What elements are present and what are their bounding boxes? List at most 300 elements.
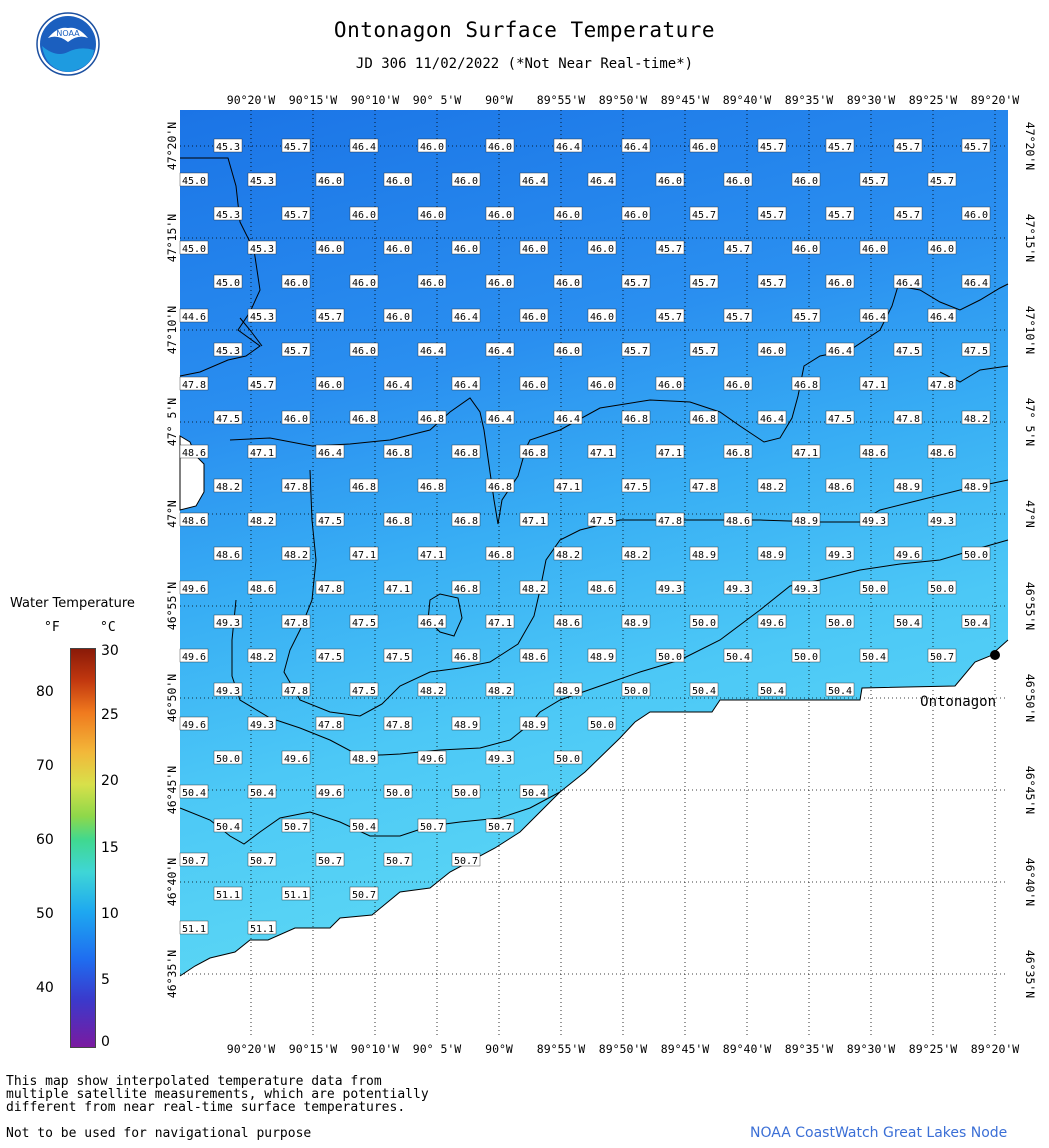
svg-text:47.5: 47.5 — [963, 346, 989, 357]
svg-text:46.0: 46.0 — [521, 312, 547, 323]
temperature-value — [486, 751, 514, 765]
temperature-value — [690, 615, 718, 629]
svg-text:48.6: 48.6 — [725, 516, 751, 527]
temperature-value — [282, 207, 310, 221]
temperature-value — [758, 615, 786, 629]
svg-text:46.0: 46.0 — [589, 244, 615, 255]
svg-text:47.8: 47.8 — [929, 380, 955, 391]
svg-text:45.3: 45.3 — [215, 346, 241, 357]
temperature-value — [282, 887, 310, 901]
map-subtitle: JD 306 11/02/2022 (*Not Near Real-time*) — [355, 56, 694, 72]
longitude-label: 90°15'W — [288, 1042, 338, 1056]
temperature-value — [690, 547, 718, 561]
temperature-value — [928, 309, 956, 323]
temperature-value — [214, 683, 242, 697]
temperature-value — [962, 411, 990, 425]
svg-text:46.0: 46.0 — [317, 380, 343, 391]
svg-text:50.0: 50.0 — [215, 754, 241, 765]
latitude-label: 46°45'N — [165, 765, 179, 815]
temperature-value — [486, 547, 514, 561]
svg-text:46.0: 46.0 — [623, 210, 649, 221]
temperature-value — [962, 615, 990, 629]
temperature-value — [214, 139, 242, 153]
temperature-value — [384, 513, 412, 527]
temperature-value — [418, 683, 446, 697]
svg-text:48.6: 48.6 — [181, 516, 207, 527]
svg-text:49.3: 49.3 — [793, 584, 819, 595]
temperature-value — [894, 343, 922, 357]
temperature-value — [282, 615, 310, 629]
temperature-value — [554, 751, 582, 765]
temperature-value — [248, 853, 276, 867]
temperature-value — [622, 615, 650, 629]
svg-text:48.2: 48.2 — [623, 550, 649, 561]
svg-text:48.6: 48.6 — [249, 584, 275, 595]
svg-text:47.1: 47.1 — [521, 516, 547, 527]
svg-text:48.9: 48.9 — [351, 754, 377, 765]
svg-text:49.6: 49.6 — [283, 754, 309, 765]
legend-c-tick: 25 — [101, 707, 119, 723]
temperature-value — [350, 139, 378, 153]
temperature-value — [826, 275, 854, 289]
temperature-value — [792, 309, 820, 323]
temperature-value — [588, 377, 616, 391]
legend-c-tick: 5 — [101, 972, 110, 988]
temperature-value — [554, 207, 582, 221]
svg-text:46.4: 46.4 — [317, 448, 343, 459]
temperature-value — [486, 411, 514, 425]
svg-text:47.8: 47.8 — [385, 720, 411, 731]
svg-text:46.0: 46.0 — [453, 244, 479, 255]
temperature-value — [316, 241, 344, 255]
temperature-value — [316, 309, 344, 323]
temperature-value — [520, 241, 548, 255]
temperature-value — [180, 309, 208, 323]
svg-text:46.8: 46.8 — [487, 550, 513, 561]
temperature-value — [316, 785, 344, 799]
svg-text:50.4: 50.4 — [963, 618, 989, 629]
svg-text:46.0: 46.0 — [963, 210, 989, 221]
svg-text:47.5: 47.5 — [317, 516, 343, 527]
temperature-value — [656, 377, 684, 391]
svg-text:49.3: 49.3 — [657, 584, 683, 595]
svg-text:46.0: 46.0 — [759, 346, 785, 357]
latitude-label: 46°50'N — [1023, 673, 1037, 723]
svg-text:50.7: 50.7 — [317, 856, 343, 867]
svg-text:45.7: 45.7 — [283, 142, 309, 153]
temperature-value — [826, 479, 854, 493]
temperature-value — [418, 547, 446, 561]
temperature-colorbar — [70, 648, 96, 1048]
svg-text:48.2: 48.2 — [963, 414, 989, 425]
temperature-value — [928, 445, 956, 459]
temperature-value — [656, 309, 684, 323]
svg-text:48.2: 48.2 — [249, 516, 275, 527]
temperature-value — [520, 173, 548, 187]
temperature-value — [826, 615, 854, 629]
temperature-value — [622, 683, 650, 697]
svg-text:46.4: 46.4 — [555, 142, 581, 153]
svg-text:50.7: 50.7 — [181, 856, 207, 867]
temperature-value — [928, 377, 956, 391]
temperature-value — [894, 479, 922, 493]
temperature-value — [486, 683, 514, 697]
longitude-label: 90° 5'W — [412, 93, 462, 107]
longitude-label: 89°25'W — [908, 93, 958, 107]
temperature-value — [248, 785, 276, 799]
svg-text:46.0: 46.0 — [317, 244, 343, 255]
temperature-value — [520, 717, 548, 731]
svg-text:48.2: 48.2 — [759, 482, 785, 493]
temperature-value — [486, 207, 514, 221]
svg-text:46.4: 46.4 — [759, 414, 785, 425]
latitude-label: 46°50'N — [165, 673, 179, 723]
latitude-label: 47° 5'N — [165, 397, 179, 447]
temperature-value — [180, 921, 208, 935]
temperature-value — [384, 241, 412, 255]
temperature-value — [248, 241, 276, 255]
temperature-value — [384, 173, 412, 187]
svg-text:48.2: 48.2 — [249, 652, 275, 663]
svg-text:46.4: 46.4 — [453, 380, 479, 391]
svg-text:45.7: 45.7 — [895, 142, 921, 153]
temperature-value — [554, 547, 582, 561]
temperature-value — [724, 377, 752, 391]
svg-text:46.0: 46.0 — [351, 210, 377, 221]
temperature-value — [894, 207, 922, 221]
legend-f-tick: 50 — [36, 906, 54, 922]
temperature-value — [214, 547, 242, 561]
temperature-value — [690, 343, 718, 357]
svg-text:46.0: 46.0 — [793, 244, 819, 255]
svg-text:46.4: 46.4 — [827, 346, 853, 357]
svg-text:47.1: 47.1 — [351, 550, 377, 561]
temperature-value — [418, 819, 446, 833]
svg-text:50.7: 50.7 — [487, 822, 513, 833]
svg-text:49.3: 49.3 — [725, 584, 751, 595]
svg-text:46.8: 46.8 — [623, 414, 649, 425]
temperature-value — [860, 377, 888, 391]
temperature-value — [350, 343, 378, 357]
longitude-label: 89°40'W — [722, 1042, 772, 1056]
temperature-value — [894, 615, 922, 629]
latitude-label: 46°45'N — [1023, 765, 1037, 815]
temperature-value — [928, 173, 956, 187]
temperature-value — [520, 785, 548, 799]
svg-text:47.8: 47.8 — [181, 380, 207, 391]
temperature-value — [452, 581, 480, 595]
longitude-label: 89°20'W — [970, 93, 1020, 107]
svg-text:45.3: 45.3 — [215, 142, 241, 153]
svg-text:46.0: 46.0 — [555, 346, 581, 357]
longitude-label: 89°20'W — [970, 1042, 1020, 1056]
svg-text:50.0: 50.0 — [963, 550, 989, 561]
svg-text:47.1: 47.1 — [419, 550, 445, 561]
svg-text:47.1: 47.1 — [555, 482, 581, 493]
latitude-label: 47°15'N — [1023, 213, 1037, 263]
svg-text:50.4: 50.4 — [691, 686, 717, 697]
svg-text:45.7: 45.7 — [691, 210, 717, 221]
svg-text:50.7: 50.7 — [283, 822, 309, 833]
temperature-value — [860, 173, 888, 187]
temperature-value — [622, 275, 650, 289]
svg-text:45.7: 45.7 — [793, 312, 819, 323]
temperature-value — [622, 547, 650, 561]
svg-text:46.0: 46.0 — [453, 176, 479, 187]
latitude-label: 46°40'N — [165, 857, 179, 907]
temperature-value — [282, 751, 310, 765]
svg-text:46.0: 46.0 — [487, 210, 513, 221]
temperature-value — [180, 785, 208, 799]
svg-text:50.0: 50.0 — [623, 686, 649, 697]
temperature-value — [316, 581, 344, 595]
temperature-value — [690, 411, 718, 425]
svg-text:50.7: 50.7 — [453, 856, 479, 867]
temperature-value — [826, 139, 854, 153]
svg-text:50.4: 50.4 — [351, 822, 377, 833]
temperature-value — [622, 207, 650, 221]
temperature-value — [962, 207, 990, 221]
svg-text:46.0: 46.0 — [861, 244, 887, 255]
svg-text:46.0: 46.0 — [521, 380, 547, 391]
temperature-value — [826, 411, 854, 425]
longitude-label: 89°40'W — [722, 93, 772, 107]
longitude-label: 89°50'W — [598, 93, 648, 107]
svg-text:47.1: 47.1 — [657, 448, 683, 459]
temperature-value — [282, 343, 310, 357]
temperature-value — [418, 479, 446, 493]
legend-c-tick: 30 — [101, 643, 119, 659]
latitude-label: 47°20'N — [1023, 121, 1037, 171]
svg-text:51.1: 51.1 — [249, 924, 275, 935]
longitude-label: 90°20'W — [226, 1042, 276, 1056]
svg-text:46.0: 46.0 — [793, 176, 819, 187]
temperature-value — [248, 377, 276, 391]
svg-text:46.4: 46.4 — [487, 414, 513, 425]
svg-text:45.3: 45.3 — [215, 210, 241, 221]
temperature-value — [486, 819, 514, 833]
city-label: Ontonagon — [920, 694, 996, 710]
svg-text:46.0: 46.0 — [487, 278, 513, 289]
temperature-value — [656, 241, 684, 255]
temperature-value — [452, 241, 480, 255]
temperature-value — [554, 411, 582, 425]
svg-text:50.7: 50.7 — [419, 822, 445, 833]
longitude-label: 90°15'W — [288, 93, 338, 107]
svg-text:46.0: 46.0 — [657, 176, 683, 187]
svg-text:47.8: 47.8 — [283, 686, 309, 697]
disclaimer-line: multiple satellite measurements, which are potentially — [6, 1087, 429, 1102]
svg-text:47.5: 47.5 — [317, 652, 343, 663]
temperature-value — [656, 173, 684, 187]
temperature-value — [418, 615, 446, 629]
latitude-label: 46°55'N — [1023, 581, 1037, 631]
temperature-value — [588, 309, 616, 323]
temperature-value — [282, 411, 310, 425]
svg-text:46.8: 46.8 — [385, 516, 411, 527]
svg-text:46.0: 46.0 — [385, 312, 411, 323]
temperature-value — [758, 139, 786, 153]
temperature-value — [826, 207, 854, 221]
svg-text:50.0: 50.0 — [929, 584, 955, 595]
svg-text:45.0: 45.0 — [181, 176, 207, 187]
svg-text:48.9: 48.9 — [963, 482, 989, 493]
svg-text:46.4: 46.4 — [895, 278, 921, 289]
temperature-value — [214, 751, 242, 765]
svg-text:49.3: 49.3 — [827, 550, 853, 561]
longitude-label: 89°55'W — [536, 1042, 586, 1056]
temperature-value — [214, 343, 242, 357]
temperature-value — [180, 581, 208, 595]
svg-text:47.8: 47.8 — [657, 516, 683, 527]
svg-text:46.0: 46.0 — [725, 380, 751, 391]
svg-text:47.8: 47.8 — [317, 720, 343, 731]
temperature-value — [724, 649, 752, 663]
longitude-label: 89°25'W — [908, 1042, 958, 1056]
latitude-label: 47°10'N — [165, 305, 179, 355]
temperature-value — [350, 207, 378, 221]
svg-text:51.1: 51.1 — [215, 890, 241, 901]
svg-text:50.0: 50.0 — [589, 720, 615, 731]
svg-text:46.4: 46.4 — [453, 312, 479, 323]
svg-text:45.7: 45.7 — [283, 210, 309, 221]
svg-text:46.0: 46.0 — [385, 176, 411, 187]
svg-text:50.0: 50.0 — [861, 584, 887, 595]
svg-text:47.1: 47.1 — [249, 448, 275, 459]
temperature-value — [418, 207, 446, 221]
svg-text:46.8: 46.8 — [385, 448, 411, 459]
temperature-value — [248, 581, 276, 595]
temperature-value — [792, 513, 820, 527]
temperature-value — [588, 649, 616, 663]
temperature-value — [860, 445, 888, 459]
svg-text:47.5: 47.5 — [215, 414, 241, 425]
temperature-value — [282, 547, 310, 561]
svg-text:50.4: 50.4 — [181, 788, 207, 799]
temperature-value — [282, 683, 310, 697]
temperature-value — [350, 275, 378, 289]
svg-text:46.0: 46.0 — [555, 278, 581, 289]
legend-f-tick: 40 — [36, 980, 54, 996]
svg-text:47.8: 47.8 — [283, 482, 309, 493]
svg-text:46.8: 46.8 — [793, 380, 819, 391]
temperature-value — [214, 207, 242, 221]
svg-text:50.4: 50.4 — [215, 822, 241, 833]
svg-text:45.7: 45.7 — [929, 176, 955, 187]
temperature-value — [724, 445, 752, 459]
temperature-value — [486, 139, 514, 153]
svg-text:45.0: 45.0 — [215, 278, 241, 289]
svg-text:45.7: 45.7 — [895, 210, 921, 221]
svg-text:46.8: 46.8 — [521, 448, 547, 459]
temperature-value — [384, 649, 412, 663]
temperature-value — [452, 377, 480, 391]
svg-text:50.4: 50.4 — [725, 652, 751, 663]
svg-text:50.7: 50.7 — [351, 890, 377, 901]
temperature-value — [214, 615, 242, 629]
svg-text:46.0: 46.0 — [283, 414, 309, 425]
temperature-value — [452, 513, 480, 527]
svg-text:47.5: 47.5 — [623, 482, 649, 493]
temperature-value — [180, 173, 208, 187]
temperature-value — [214, 275, 242, 289]
svg-text:50.0: 50.0 — [657, 652, 683, 663]
temperature-value — [350, 751, 378, 765]
svg-text:46.0: 46.0 — [555, 210, 581, 221]
legend-f-tick: 80 — [36, 684, 54, 700]
svg-text:45.7: 45.7 — [623, 278, 649, 289]
credit-link[interactable]: NOAA CoastWatch Great Lakes Node — [750, 1125, 1008, 1141]
svg-text:50.7: 50.7 — [385, 856, 411, 867]
svg-text:49.6: 49.6 — [759, 618, 785, 629]
svg-text:50.4: 50.4 — [521, 788, 547, 799]
svg-text:46.8: 46.8 — [419, 414, 445, 425]
svg-text:48.2: 48.2 — [487, 686, 513, 697]
longitude-label: 89°55'W — [536, 93, 586, 107]
temperature-value — [758, 683, 786, 697]
temperature-value — [384, 377, 412, 391]
svg-text:46.0: 46.0 — [419, 278, 445, 289]
svg-text:49.3: 49.3 — [215, 618, 241, 629]
longitude-label: 89°50'W — [598, 1042, 648, 1056]
temperature-value — [792, 649, 820, 663]
disclaimer-line: different from near real-time surface temperatures. — [6, 1100, 406, 1115]
temperature-value — [554, 139, 582, 153]
temperature-value — [214, 819, 242, 833]
legend-c-tick: 0 — [101, 1034, 110, 1050]
legend-f-tick: 70 — [36, 758, 54, 774]
svg-text:47.8: 47.8 — [317, 584, 343, 595]
temperature-value — [316, 717, 344, 731]
temperature-value — [758, 275, 786, 289]
svg-text:51.1: 51.1 — [181, 924, 207, 935]
temperature-value — [316, 445, 344, 459]
temperature-value — [316, 173, 344, 187]
svg-text:46.8: 46.8 — [453, 652, 479, 663]
svg-text:48.6: 48.6 — [861, 448, 887, 459]
temperature-value — [316, 377, 344, 391]
svg-text:47.5: 47.5 — [827, 414, 853, 425]
svg-text:48.6: 48.6 — [521, 652, 547, 663]
svg-text:50.4: 50.4 — [861, 652, 887, 663]
longitude-label: 89°35'W — [784, 1042, 834, 1056]
temperature-value — [384, 309, 412, 323]
svg-text:46.0: 46.0 — [419, 142, 445, 153]
svg-text:47.1: 47.1 — [589, 448, 615, 459]
temperature-value — [554, 275, 582, 289]
latitude-label: 47°20'N — [165, 121, 179, 171]
longitude-label: 89°30'W — [846, 93, 896, 107]
temperature-value — [180, 649, 208, 663]
svg-text:46.0: 46.0 — [827, 278, 853, 289]
svg-text:49.6: 49.6 — [181, 584, 207, 595]
longitude-axis-bottom — [227, 1042, 1020, 1056]
temperature-value — [282, 275, 310, 289]
temperature-value — [554, 479, 582, 493]
temperature-value — [894, 411, 922, 425]
svg-text:46.4: 46.4 — [589, 176, 615, 187]
svg-text:46.8: 46.8 — [453, 516, 479, 527]
temperature-value — [724, 309, 752, 323]
svg-text:46.8: 46.8 — [351, 414, 377, 425]
temperature-value — [248, 173, 276, 187]
svg-text:50.0: 50.0 — [827, 618, 853, 629]
temperature-value — [656, 513, 684, 527]
svg-text:46.0: 46.0 — [589, 312, 615, 323]
latitude-label: 47°15'N — [165, 213, 179, 263]
temperature-value — [418, 343, 446, 357]
svg-text:46.8: 46.8 — [487, 482, 513, 493]
